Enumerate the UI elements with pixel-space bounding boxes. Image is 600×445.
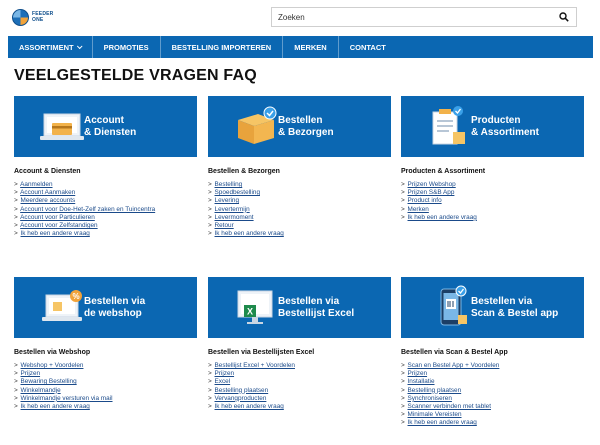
faq-link-list bbox=[208, 362, 393, 411]
box-check-icon bbox=[208, 96, 278, 157]
section-producten-assortiment bbox=[401, 168, 586, 222]
faq-link[interactable]: Bestelling bbox=[214, 181, 243, 188]
section-bestellen-webshop bbox=[14, 349, 199, 411]
list-item: > Account voor Particulieren bbox=[14, 213, 95, 221]
list-item: > Levertermijn bbox=[208, 205, 250, 213]
faq-link-list bbox=[208, 181, 393, 238]
card-label-line2: & Diensten bbox=[84, 126, 137, 138]
list-item: > Ik heb een andere vraag bbox=[401, 213, 477, 221]
faq-link-list bbox=[401, 181, 586, 222]
faq-link[interactable]: Bestelling plaatsen bbox=[214, 386, 269, 394]
faq-link[interactable]: Prijzen Webshop bbox=[407, 181, 456, 188]
faq-link[interactable]: Installatie bbox=[407, 378, 435, 386]
search-bar bbox=[271, 7, 577, 27]
list-item: > Ik heb een andere vraag bbox=[14, 230, 90, 238]
feeder-one-logo[interactable] bbox=[12, 7, 60, 27]
faq-link[interactable]: Levertermijn bbox=[214, 205, 250, 213]
faq-link[interactable]: Webshop + Voordelen bbox=[20, 362, 84, 369]
list-item: > Levering bbox=[208, 197, 240, 205]
section-title: Producten & Assortiment bbox=[401, 168, 486, 175]
card-bestellen-webshop[interactable] bbox=[14, 277, 197, 338]
list-item: > Ik heb een andere vraag bbox=[208, 230, 284, 238]
main-nav bbox=[8, 36, 593, 58]
nav-item-contact[interactable]: CONTACT bbox=[349, 42, 386, 52]
nav-item-promoties[interactable]: PROMOTIES bbox=[93, 36, 161, 58]
card-bestellen-bezorgen[interactable] bbox=[208, 96, 391, 157]
faq-link[interactable]: Scan en Bestel App + Voordelen bbox=[407, 362, 500, 369]
faq-link[interactable]: Account Aanmaken bbox=[20, 189, 76, 197]
card-label-line1: Producten bbox=[471, 114, 521, 126]
laptop-card-icon bbox=[14, 96, 84, 157]
faq-link[interactable]: Ik heb een andere vraag bbox=[214, 403, 284, 411]
faq-link[interactable]: Minimale Vereisten bbox=[407, 411, 462, 419]
header bbox=[0, 0, 600, 34]
monitor-excel-icon bbox=[208, 277, 278, 338]
card-label-line1: Account bbox=[84, 114, 124, 126]
list-item: > Scanner verbinden met tablet bbox=[401, 403, 491, 411]
list-item: > Prijzen bbox=[208, 370, 235, 378]
list-item: > Installatie bbox=[401, 378, 435, 386]
list-item: > Excel bbox=[208, 378, 231, 386]
section-title: Bestellen via Bestellijsten Excel bbox=[208, 349, 315, 356]
card-label-line1: Bestellen via bbox=[471, 295, 533, 307]
card-bestellen-scan-bestel-app[interactable] bbox=[401, 277, 584, 338]
section-title: Account & Diensten bbox=[14, 168, 81, 175]
list-item: > Bestelling bbox=[208, 181, 243, 188]
list-item: > Prijzen bbox=[14, 370, 41, 378]
faq-link[interactable]: Winkelmandje bbox=[20, 386, 61, 394]
faq-link[interactable]: Ik heb een andere vraag bbox=[407, 213, 477, 221]
faq-link[interactable]: Ik heb een andere vraag bbox=[20, 230, 90, 238]
card-label-line2: & Assortiment bbox=[471, 126, 539, 138]
section-title: Bestellen & Bezorgen bbox=[208, 168, 280, 175]
list-item: > Meerdere accounts bbox=[14, 197, 76, 205]
faq-link[interactable]: Merken bbox=[407, 205, 429, 213]
section-bestellen-scan-bestel-app bbox=[401, 349, 586, 428]
list-item: > Merken bbox=[401, 205, 429, 213]
list-item: > Ik heb een andere vraag bbox=[14, 403, 90, 411]
faq-link[interactable]: Bestellijst Excel + Voordelen bbox=[214, 362, 295, 369]
faq-link[interactable]: Prijzen bbox=[20, 370, 41, 378]
logo-line-2: ONE bbox=[32, 17, 44, 23]
faq-link[interactable]: Account voor Zelfstandigen bbox=[20, 222, 98, 230]
list-item: > Vervangproducten bbox=[208, 394, 267, 402]
faq-link[interactable]: Account voor Doe-Het-Zelf zaken en Tuincentra bbox=[20, 205, 156, 213]
faq-link-list bbox=[401, 362, 586, 428]
faq-link[interactable]: Synchroniseren bbox=[407, 394, 452, 402]
faq-link[interactable]: Levering bbox=[214, 197, 240, 205]
card-bestellen-bestellijst-excel[interactable] bbox=[208, 277, 391, 338]
logo-line-1: FEEDER bbox=[32, 11, 54, 17]
list-item: > Synchroniseren bbox=[401, 394, 452, 402]
faq-link[interactable]: Account voor Particulieren bbox=[20, 213, 95, 221]
list-item: > Account voor Doe-Het-Zelf zaken en Tuincentra bbox=[14, 205, 156, 213]
section-title: Bestellen via Scan & Bestel App bbox=[401, 349, 508, 356]
faq-link[interactable]: Prijzen S&B App bbox=[407, 189, 455, 197]
nav-item-merken[interactable]: MERKEN bbox=[283, 36, 339, 58]
faq-link[interactable]: Ik heb een andere vraag bbox=[214, 230, 284, 238]
faq-link[interactable]: Bestelling plaatsen bbox=[407, 386, 462, 394]
faq-link[interactable]: Vervangproducten bbox=[214, 394, 267, 402]
list-item: > Account voor Zelfstandigen bbox=[14, 222, 98, 230]
list-item: > Aanmelden bbox=[14, 181, 53, 188]
list-item: > Webshop + Voordelen bbox=[14, 362, 84, 369]
faq-link[interactable]: Product info bbox=[407, 197, 442, 205]
faq-link[interactable]: Bewaring Bestelling bbox=[20, 378, 77, 386]
list-item: > Bestellijst Excel + Voordelen bbox=[208, 362, 295, 369]
faq-link[interactable]: Prijzen bbox=[214, 370, 235, 378]
faq-link[interactable]: Prijzen bbox=[407, 370, 428, 378]
card-account-diensten[interactable] bbox=[14, 96, 197, 157]
section-title: Bestellen via Webshop bbox=[14, 349, 91, 356]
list-item: > Scan en Bestel App + Voordelen bbox=[401, 362, 500, 369]
list-item: > Ik heb een andere vraag bbox=[208, 403, 284, 411]
card-label-line1: Bestellen via bbox=[84, 295, 146, 307]
faq-link[interactable]: Aanmelden bbox=[20, 181, 53, 188]
logo-globe-icon bbox=[12, 9, 29, 26]
svg-text:X: X bbox=[246, 306, 254, 317]
list-item: > Prijzen bbox=[401, 370, 428, 378]
faq-link[interactable]: Levermoment bbox=[214, 213, 254, 221]
card-label-line2: & Bezorgen bbox=[278, 126, 334, 138]
search-input[interactable] bbox=[272, 8, 552, 26]
list-item: > Bestelling plaatsen bbox=[401, 386, 462, 394]
page-title: VEELGESTELDE VRAGEN FAQ bbox=[14, 67, 257, 84]
list-item: > Bestelling plaatsen bbox=[208, 386, 269, 394]
nav-item-bestelling-importeren[interactable]: BESTELLING IMPORTEREN bbox=[161, 36, 284, 58]
search-icon[interactable] bbox=[559, 12, 569, 22]
list-item: > Levermoment bbox=[208, 213, 254, 221]
faq-link[interactable]: Retour bbox=[214, 222, 234, 230]
card-label-line1: Bestellen via bbox=[278, 295, 340, 307]
list-item: > Retour bbox=[208, 222, 234, 230]
laptop-percent-icon bbox=[14, 277, 84, 338]
faq-link[interactable]: Ik heb een andere vraag bbox=[407, 419, 477, 427]
card-label-line2: Scan & Bestel app bbox=[471, 307, 559, 319]
list-item: > Spoedbestelling bbox=[208, 189, 260, 197]
list-item: > Account Aanmaken bbox=[14, 189, 76, 197]
list-item: > Winkelmandje versturen via mail bbox=[14, 394, 113, 402]
card-label-line2: de webshop bbox=[84, 307, 142, 319]
faq-link-list bbox=[14, 362, 199, 411]
card-label-line2: Bestellijst Excel bbox=[278, 307, 355, 319]
list-item: > Bewaring Bestelling bbox=[14, 378, 77, 386]
faq-link-list bbox=[14, 181, 199, 238]
faq-link[interactable]: Meerdere accounts bbox=[20, 197, 76, 205]
chevron-down-icon bbox=[76, 43, 82, 49]
faq-link[interactable]: Winkelmandje versturen via mail bbox=[20, 394, 113, 402]
section-bestellen-bezorgen bbox=[208, 168, 393, 238]
faq-link[interactable]: Ik heb een andere vraag bbox=[20, 403, 90, 411]
list-item: > Prijzen S&B App bbox=[401, 189, 455, 197]
list-item: > Ik heb een andere vraag bbox=[401, 419, 477, 427]
section-account-diensten bbox=[14, 168, 199, 238]
phone-scan-icon bbox=[401, 277, 471, 338]
faq-link[interactable]: Scanner verbinden met tablet bbox=[407, 403, 491, 411]
list-item: > Minimale Vereisten bbox=[401, 411, 462, 419]
faq-link[interactable]: Excel bbox=[214, 378, 231, 386]
list-item: > Prijzen Webshop bbox=[401, 181, 456, 188]
list-item: > Winkelmandje bbox=[14, 386, 61, 394]
svg-text:%: % bbox=[72, 292, 80, 301]
card-producten-assortiment[interactable] bbox=[401, 96, 584, 157]
card-label-line1: Bestellen bbox=[278, 114, 323, 126]
section-bestellen-bestellijsten-excel bbox=[208, 349, 393, 411]
list-item: > Product info bbox=[401, 197, 442, 205]
faq-link[interactable]: Spoedbestelling bbox=[214, 189, 260, 197]
clipboard-products-icon bbox=[401, 96, 471, 157]
nav-item-assortiment[interactable]: ASSORTIMENT bbox=[8, 36, 93, 58]
